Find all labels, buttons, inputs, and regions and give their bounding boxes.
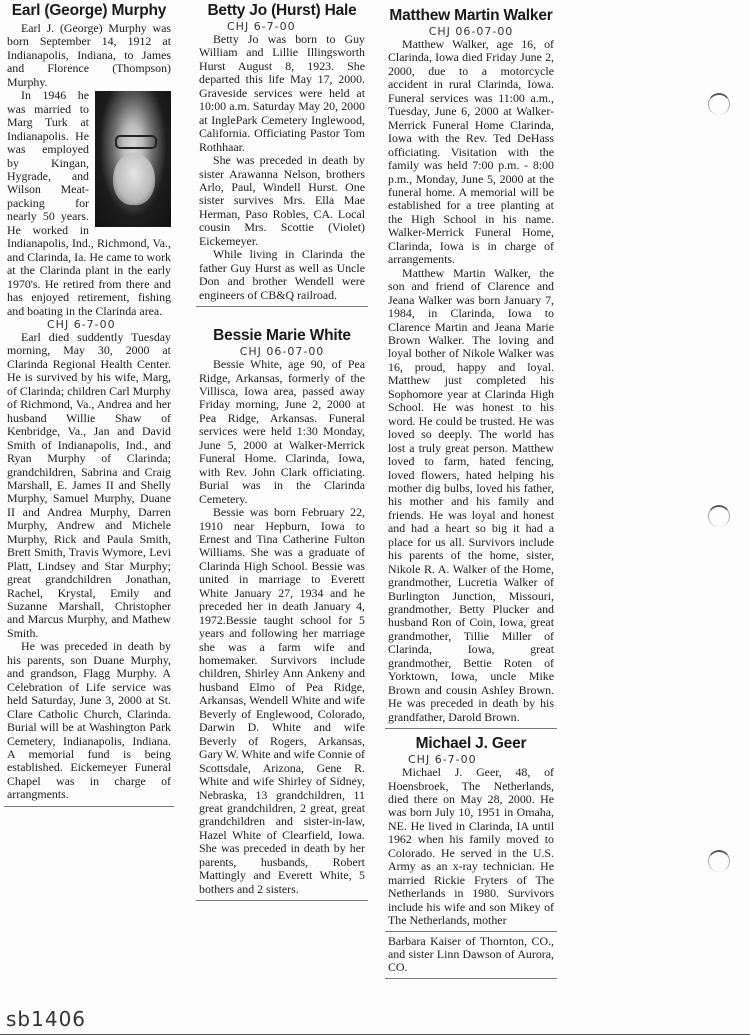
binder-hole [708, 850, 730, 872]
divider-rule [385, 931, 557, 932]
source-note: CHJ 06-07-00 [239, 345, 325, 359]
divider-rule [385, 978, 557, 979]
paragraph: Earl J. (George) Murphy was born September 14, 1912 at Indianapolis, Indiana, to James and Florence (Thompson) Murphy. [7, 21, 171, 89]
headline: Earl (George) Murphy [11, 2, 167, 19]
paragraph: Matthew Martin Walker, the son and friend of Clarence and Jeana Walker was born January 7, 1984, in Clarinda, Iowa to Clarence Martin and Jeana Marie Brown Walker. The loving and loyal bother of Nikole Walker was 16, proud, happy and loyal. Matthew just completed his Sophomore year at Clarinda High School. He was honest to his word. He could be trusted. He was loved so deeply. The world has lost a truly great person. Matthew loved to farm, hated fencing, loved flowers, hated helping his mother dig bulbs, loved his father, his mother and his family and friends. He was loyal and honest and had a heart so big it had a place for us all. Survivors include his parents of the home, sister, Nikole R. A. Walker of the Home, grandmother, Lucretia Walker of Burlington Junction, Missouri, grandmother, Betty Plucker and husband Ron of Coin, Iowa, great grandmother, Tillie Miller of Clarinda, Iowa, great grandmother, Bettie Roten of Yorktown, Iowa, uncle Mike Brown and cousin Ashley Brown. He was preceded in death by his grandfather, Darold Brown. [388, 265, 554, 724]
column-3 [385, 2, 557, 982]
column-2 [196, 2, 368, 907]
obituary-body [199, 358, 365, 896]
obituary-geer [385, 735, 557, 927]
column-1 [4, 2, 174, 813]
source-note: CHJ 6-7-00 [47, 317, 116, 331]
divider-rule [196, 306, 368, 307]
portrait-photo [95, 91, 171, 227]
source-note: CHJ 6-7-00 [408, 753, 477, 767]
obituary-body [388, 38, 554, 724]
paragraph: Earl died suddently Tuesday morning, May 30, 2000 at Clarinda Regional Health Center. He is survived by his wife, Marg, of Clarinda; children Carl Murphy of Richmond, Va., Andrea and her husband Willie Shaw of Kenbridge, Va., Jan and David Smith of Indianapolis, Ind., and Ryan Murphy of Clarinda; grandchildren, Sabrina and Craig Marshall, E. James II and Shelly Murphy, Samuel Murphy, Duane II and Andrea Murphy, Darren Murphy, Andrew and Michele Murphy, Rick and Paula Smith, Brett Smith, Travis Wymore, Levi Platt, Lindsey and Star Murphy; great grandchildren Jonathan, Rachel, Krystal, Emily and Suzanne Marshall, Christopher and Marcus Murphy, and Mathew Smith. [7, 329, 171, 640]
divider-rule [4, 806, 174, 807]
paragraph: Matthew Walker, age 16, of Clarinda, Iowa died Friday June 2, 2000, due to a motorcycle accident in rural Clarinda, Iowa. Funeral services was 11:00 a.m., Tuesday, June 6, 2000 at Walker-Merrick Funeral Home Clarinda, Iowa with the Rev. Ted DeHass officiating. Visitation with the family was held 7:00 p.m. - 8:00 p.m., Monday, June 5, 2000 at the funeral home. A memorial will be established for a tree planting at the High School in his name. Walker-Merrick Funeral Home, Clarinda, Iowa is in charge of arrangements. [388, 37, 554, 267]
binder-hole [708, 93, 730, 115]
photo-beard-shape [113, 153, 155, 205]
page-note: sb1406 [6, 1006, 87, 1031]
obituary-body [7, 22, 171, 802]
photo-glasses-shape [115, 135, 157, 149]
obituary-hale [196, 2, 368, 302]
obituary-walker [385, 7, 557, 724]
paragraph: In 1946 he was married to Marg Turk at Indianapolis. He was employed by Kingan, Hygrade, and Wilson Meat-packing for nearly 50 years. He worked in Indianapolis, Ind., Richmond, Va., and Clarinda, Ia. He came to work at the Clarinda plant in the early 1970's. He retired from there and has enjoyed retirement, fishing and boating in the Clarinda area. [7, 88, 171, 318]
source-note: CHJ 6-7-00 [227, 20, 296, 33]
headline: Bessie Marie White [213, 327, 351, 345]
binder-hole [708, 505, 730, 527]
headline: Betty Jo (Hurst) Hale [207, 2, 357, 19]
page-footer [0, 1006, 750, 1035]
source-note: CHJ 06-07-00 [428, 25, 514, 38]
obituary-body [388, 766, 554, 927]
headline: Michael J. Geer [415, 735, 527, 753]
paragraph: While living in Clarinda the father Guy Hurst as well as Uncle Don and brother Wendell were engineers of CB&Q railroad. [199, 247, 365, 302]
obituary-body [199, 33, 365, 302]
paragraph: Betty Jo was born to Guy William and Lillie Illingsworth Hurst August 8, 1923. She departed this life May 17, 2000. Graveside services were held at 10:00 a.m. Saturday May 20, 2000 at InglePark Cemetery Inglewood, California. Officiating Pastor Tom Rothhaar. [199, 32, 365, 154]
paragraph: Michael J. Geer, 48, of Hoensbroek, The Netherlands, died there on May 28, 2000. He was born July 10, 1951 in Omaha, NE. He lived in Clarinda, IA until 1962 when his family moved to Colorado. He served in the U.S. Army as an x-ray technician. He married Rickie Fryters of The Netherlands in 1980. Survivors include his wife and son Mikey of The Netherlands, mother [388, 765, 554, 928]
divider-rule [196, 900, 368, 901]
paragraph: Barbara Kaiser of Thornton, CO., and sister Linn Dawson of Aurora, CO. [388, 933, 554, 975]
spacer [196, 313, 368, 327]
headline: Matthew Martin Walker [389, 7, 553, 24]
obituary-murphy [4, 2, 174, 802]
paragraph: Bessie was born February 22, 1910 near Hepburn, Iowa to Ernest and Tina Catherine Fulton Williams. She was a graduate of Clarinda High School. Bessie was united in marriage to Everett White January 27, 1934 and he preceded her in death January 4, 1972.Bessie taught school for 5 years and following her marriage she was a farm wife and homemaker. Survivors include children, Shirley Ann Ankeny and husband Elmo of Pea Ridge, Arkansas, Wendell White and wife Beverly of Englewood, Colorado, Darwin D. White and wife Beverly of Rogers, Arkansas, Gary W. White and wife Connie of Scottsdale, Arizona, Gene R. White and wife Shirley of Sidney, Nebraska, 13 grandchildren, 11 great grandchildren, 2 great, great grandchildren and sister-in-law, Hazel White of Clearfield, Iowa. She was preceded in death by her parents, husbands, Robert Mattingly and Everett White, 5 bothers and 2 sisters. [199, 505, 365, 896]
paragraph: She was preceded in death by sister Arawanna Nelson, brothers Arlo, Paul, Windell Hurst. One sister survives Mrs. Ella Mae Herman, Paso Robles, CA. Local cousin Mrs. Scottie (Violet) Eickemeyer. [199, 153, 365, 248]
obituary-geer-continuation [385, 935, 557, 975]
paragraph: He was preceded in death by his parents, son Duane Murphy, and grandson, Flagg Murphy. A Celebration of Life service was held Saturday, June 3, 2000 at St. Clare Catholic Church, Clarinda. Burial will be at Washington Park Cemetery, Indianapolis, Indiana. A memorial fund is being established. Eickemeyer Funeral Chapel was in charge of arrangments. [7, 639, 171, 802]
divider-rule [385, 728, 557, 729]
paragraph: Bessie White, age 90, of Pea Ridge, Arkansas, formerly of the Villisca, Iowa area, passed away Friday morning, June 2, 2000 at Pea Ridge, Arkansas. Funeral services were held 1:30 Monday, June 5, 2000 at Walker-Merrick Funeral Home. Clarinda, Iowa, with Rev. John Clark officiating. Burial was in the Clarinda Cemetery. [199, 357, 365, 506]
obituary-white [196, 327, 368, 896]
